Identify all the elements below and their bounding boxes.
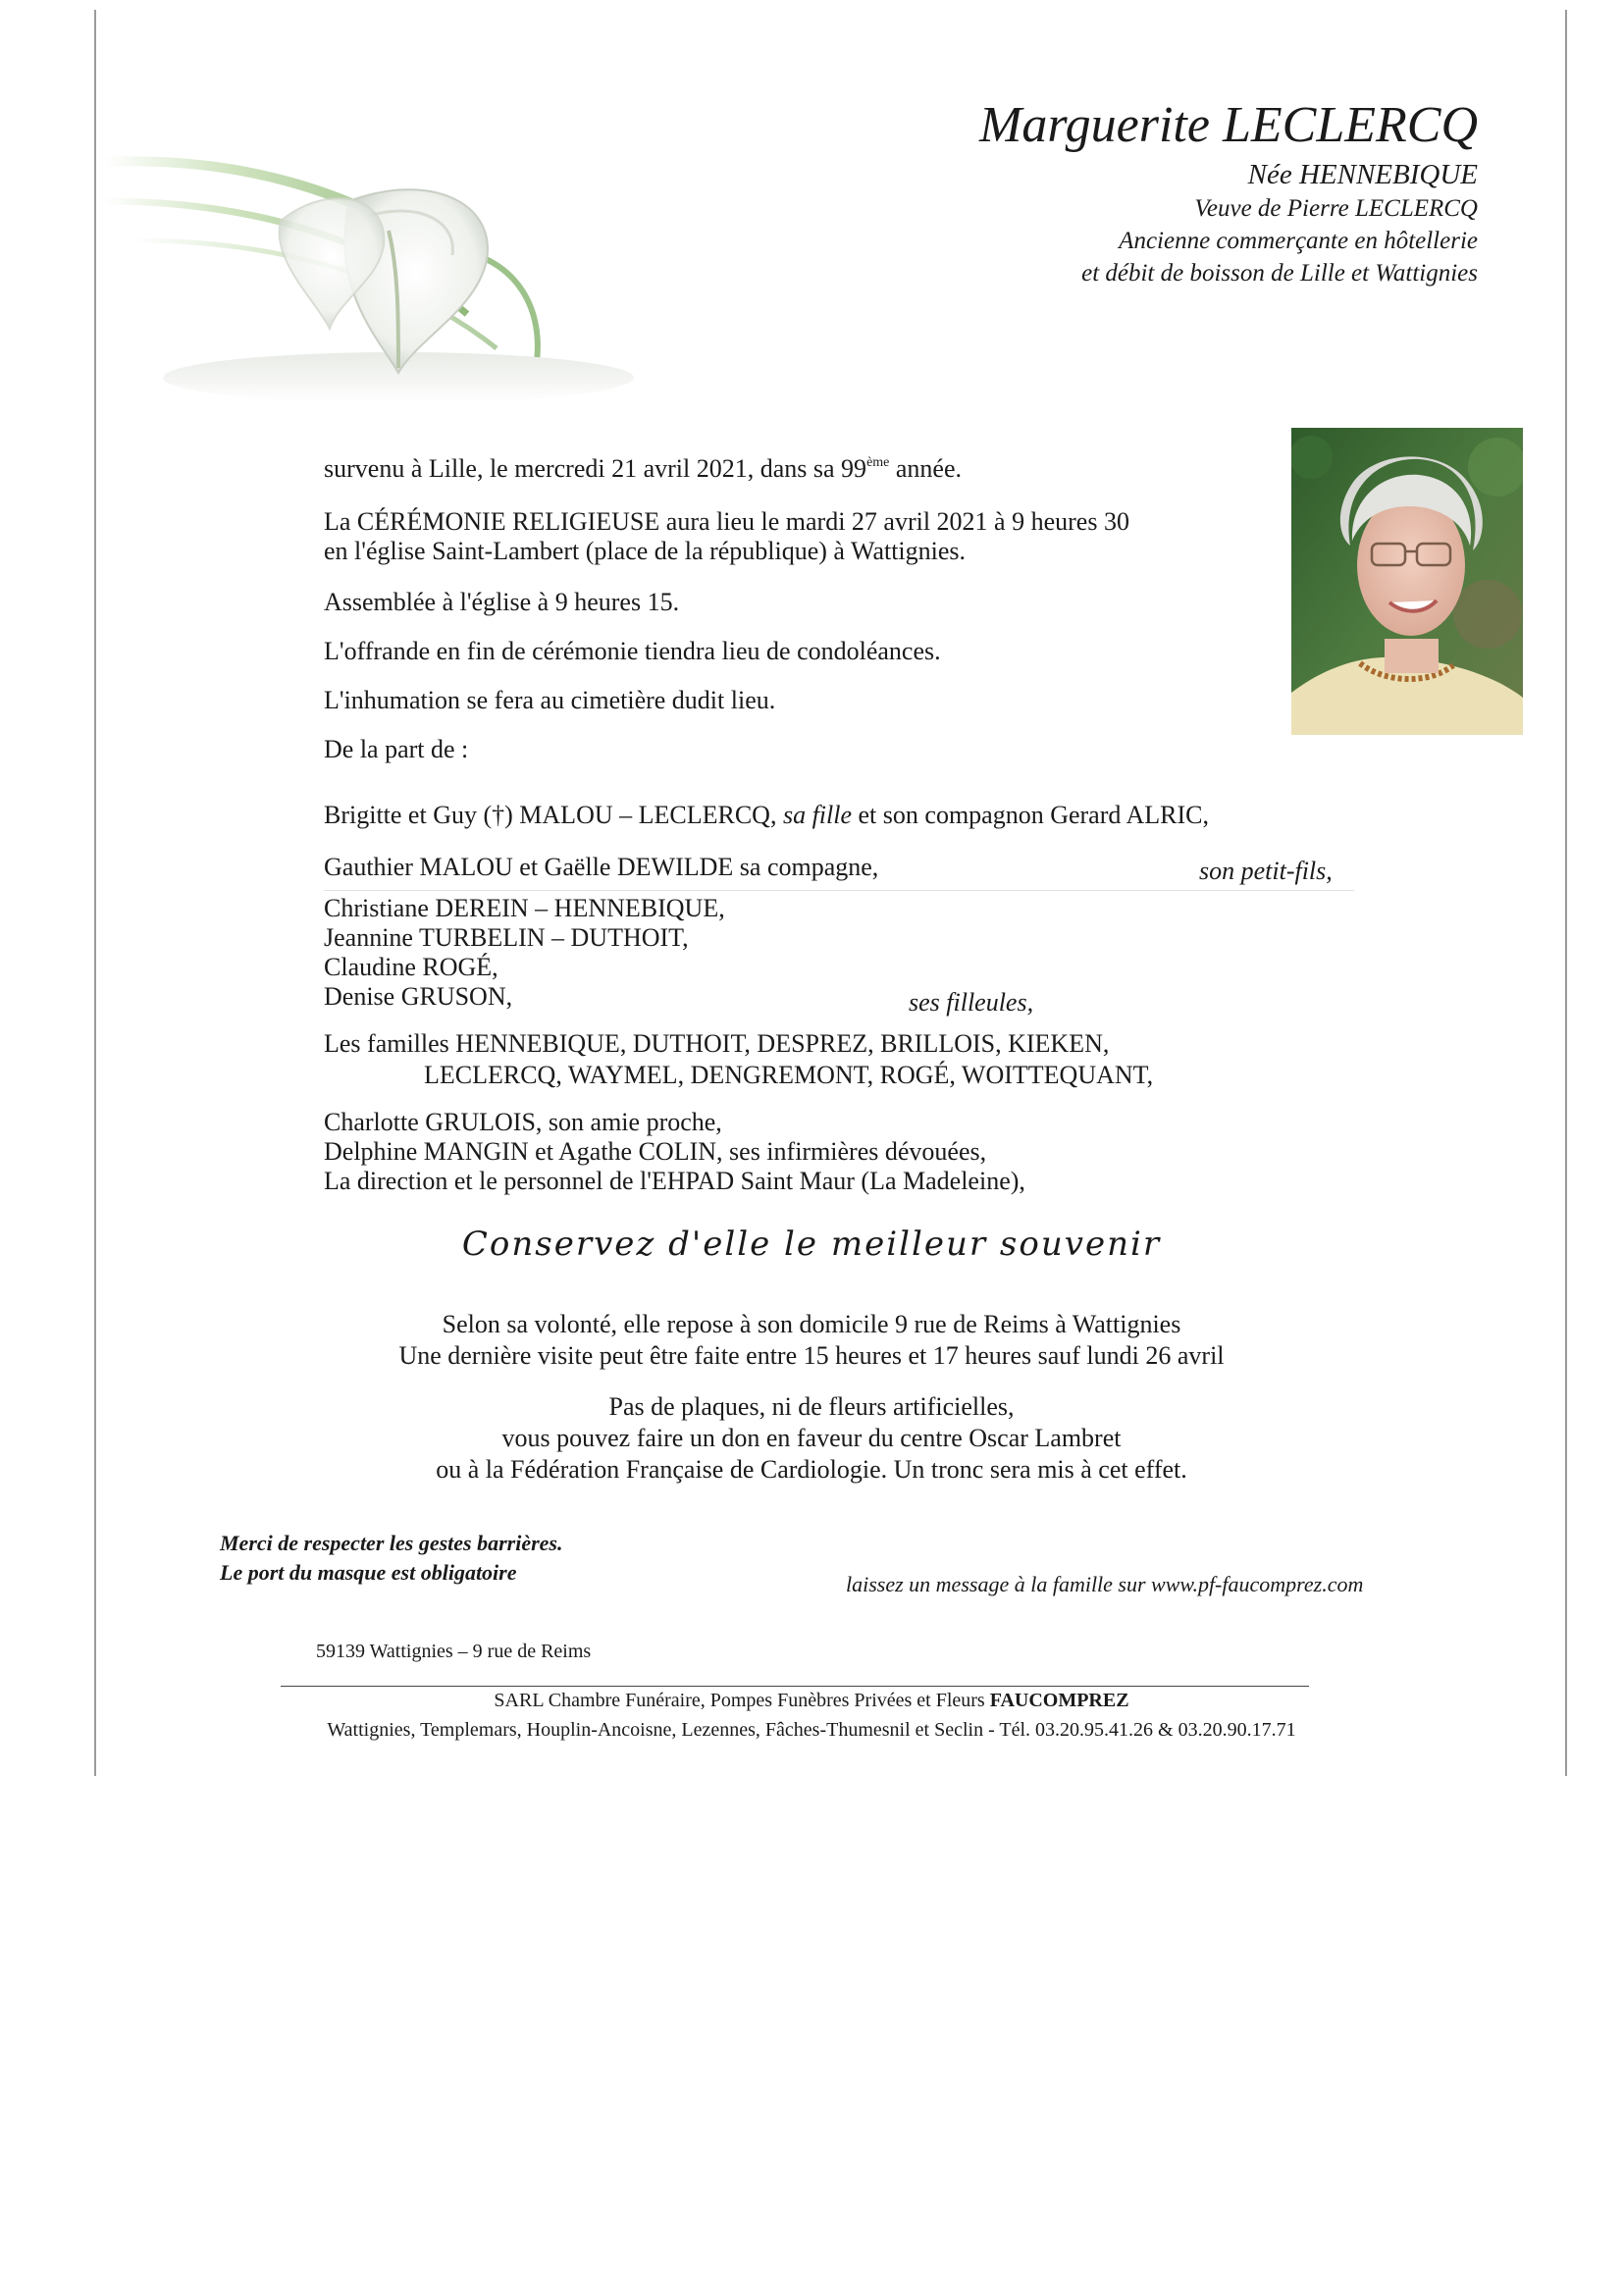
assembly-line: Assemblée à l'église à 9 heures 15. (324, 588, 680, 616)
burial-line: L'inhumation se fera au cimetière dudit lieu. (324, 686, 776, 714)
families-line-2: LECLERCQ, WAYMEL, DENGREMONT, ROGÉ, WOITTEQUANT, (424, 1061, 1154, 1089)
death-text: survenu à Lille, le mercredi 21 avril 2021, dans sa 99 (324, 454, 867, 483)
occupation-line-2: et débit de boisson de Lille et Wattignies (1081, 260, 1478, 287)
goddaughter-4: Denise GRUSON, (324, 982, 513, 1011)
occupation-line-1: Ancienne commerçante en hôtellerie (1119, 228, 1478, 254)
scan-faint-line (324, 890, 1354, 891)
visit-line-1: Selon sa volonté, elle repose à son domicile 9 rue de Reims à Wattignies (442, 1310, 1181, 1338)
friend-line: Charlotte GRULOIS, son amie proche, (324, 1108, 722, 1136)
barrier-line-1: Merci de respecter les gestes barrières. (220, 1531, 563, 1555)
donation-line-2: vous pouvez faire un don en faveur du centre Oscar Lambret (501, 1424, 1122, 1452)
website-message: laissez un message à la famille sur www.pf-faucomprez.com (846, 1572, 1364, 1596)
maiden-name: Née HENNEBIQUE (1247, 159, 1478, 190)
company-locations: Wattignies, Templemars, Houplin-Ancoisne, Lezennes, Fâches-Thumesnil et Seclin - Tél. 03.20.95.41.26 & 03.20.90.17.71 (327, 1719, 1296, 1741)
families-line-1: Les familles HENNEBIQUE, DUTHOIT, DESPREZ, BRILLOIS, KIEKEN, (324, 1029, 1110, 1058)
grandson-relation-text: son petit-fils, (1199, 857, 1333, 885)
deceased-name: Marguerite LECLERCQ (979, 97, 1478, 153)
daughter-relation: sa fille (782, 801, 853, 829)
barrier-line-2: Le port du masque est obligatoire (220, 1560, 517, 1585)
footer-divider (281, 1686, 1309, 1687)
grandson-relation (1199, 856, 1333, 886)
goddaughter-2: Jeannine TURBELIN – DUTHOIT, (324, 923, 689, 952)
daughter-names: Brigitte et Guy (†) MALOU – LECLERCQ, (324, 801, 777, 829)
scan-edge-left (94, 10, 96, 1776)
company-name: FAUCOMPREZ (989, 1690, 1129, 1711)
goddaughter-3: Claudine ROGÉ, (324, 953, 498, 981)
ordinal-suffix: ème (866, 455, 890, 470)
goddaughter-1: Christiane DEREIN – HENNEBIQUE, (324, 894, 725, 922)
donation-line-1: Pas de plaques, ni de fleurs artificielles, (608, 1392, 1015, 1421)
barrier-notice (220, 1529, 562, 1588)
company-description: SARL Chambre Funéraire, Pompes Funèbres Privées et Fleurs (494, 1690, 990, 1711)
visit-line-2: Une dernière visite peut être faite entre 15 heures et 17 heures sauf lundi 26 avril (398, 1341, 1225, 1370)
scan-edge-right (1565, 10, 1567, 1776)
ceremony-line-2: en l'église Saint-Lambert (place de la république) à Wattignies. (324, 537, 967, 565)
offering-line: L'offrande en fin de cérémonie tiendra lieu de condoléances. (324, 637, 941, 665)
family-grandson: Gauthier MALOU et Gaëlle DEWILDE sa compagne, (324, 853, 879, 881)
goddaughters-relation-text: ses filleules, (909, 988, 1034, 1017)
donation-info (0, 1391, 1623, 1486)
ehpad-line: La direction et le personnel de l'EHPAD Saint Maur (La Madeleine), (324, 1167, 1025, 1195)
family-daughter (324, 800, 1209, 830)
obituary-header (979, 94, 1478, 289)
death-text-end: année. (889, 454, 963, 483)
funeral-home-address: 59139 Wattignies – 9 rue de Reims (316, 1641, 592, 1662)
ceremony-line-1: La CÉRÉMONIE RELIGIEUSE aura lieu le mardi 27 avril 2021 à 9 heures 30 (324, 507, 1129, 536)
from-line: De la part de : (324, 735, 469, 763)
daughter-companion: et son compagnon Gerard ALRIC, (858, 801, 1209, 829)
visit-info (0, 1309, 1623, 1372)
portrait-photo (1291, 428, 1523, 735)
goddaughters-relation (909, 987, 1033, 1018)
calla-lily-illustration (104, 142, 634, 407)
nurses-line: Delphine MANGIN et Agathe COLIN, ses infirmières dévouées, (324, 1137, 987, 1166)
widow-line: Veuve de Pierre LECLERCQ (1194, 195, 1478, 222)
death-line (324, 453, 962, 484)
company-line (0, 1690, 1623, 1712)
donation-line-3: ou à la Fédération Française de Cardiologie. Un tronc sera mis à cet effet. (436, 1455, 1187, 1484)
remembrance-line: Conservez d'elle le meilleur souvenir (461, 1225, 1162, 1264)
